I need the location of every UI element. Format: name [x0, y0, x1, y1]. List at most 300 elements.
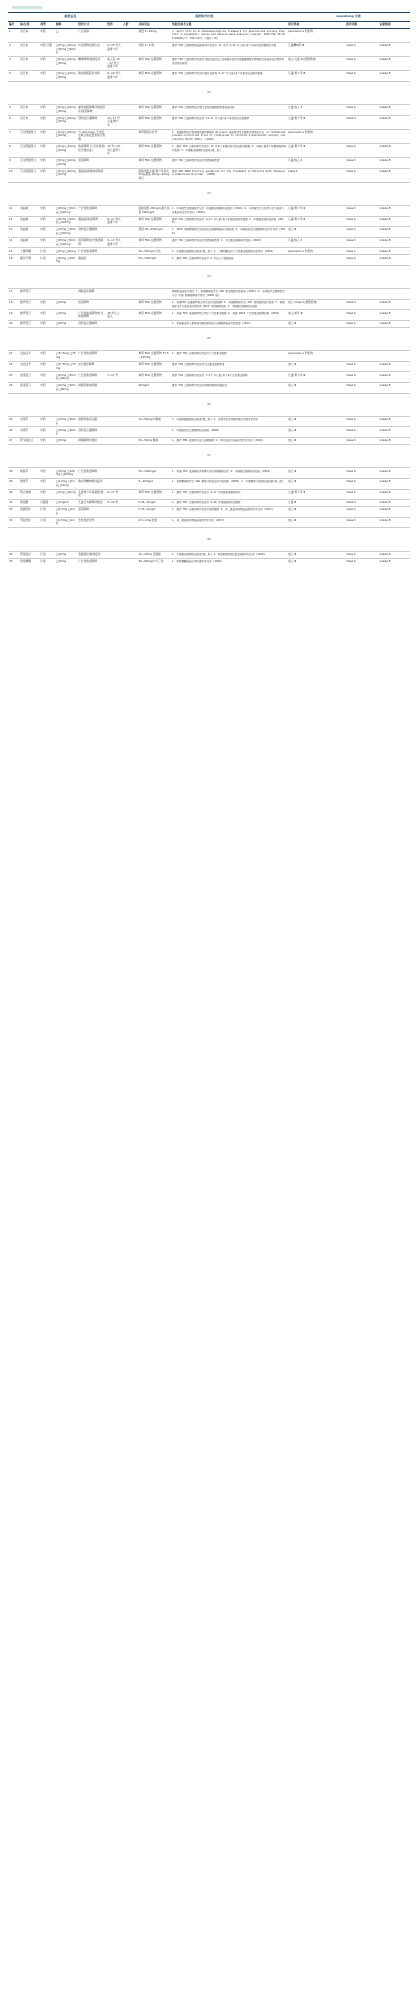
references-cell: 推荐 FDA 注册药物疗效治疗抑郁伴躯体疼痛症状 [171, 382, 287, 393]
header-accent-bar [12, 6, 42, 9]
references-cell: 1. 推荐 FDA 注册药物疗效治疗 8 岁以上儿童强迫症 [171, 255, 287, 266]
dosage-form-cell: 中药 [39, 71, 55, 82]
table-row [8, 427, 410, 438]
usage-cell: 30~60mg/d 分三次 [138, 558, 171, 564]
references-cell: 推荐 FDA 注册药物疗效治疗 6~17 岁儿童/青少年强迫症研究数据 2. 中国强迫症防治指南 (2016) [171, 216, 287, 227]
administration-cell: 巧述药物疾病诊治 [77, 42, 106, 56]
dosage-form-cell: 中药 [39, 143, 55, 157]
dosage-form-cell: 中药 [39, 478, 55, 489]
table-body [8, 28, 410, 564]
references-cell: 1. 美国退伍军人事务部/国防部创伤后应激障碍临床实践指南 (2017) [171, 320, 287, 327]
usage-cell: 0.25~4mg/d [138, 507, 171, 518]
table-row [8, 56, 410, 70]
recommendation-level-cell [345, 351, 378, 362]
administration-cell: 儿童行为障碍伴焦虑 [77, 500, 106, 507]
excipient-cell [55, 289, 77, 300]
institution-cell: 成人 Ⅲ [287, 507, 345, 518]
evidence-level-cell: Grade B [379, 558, 410, 564]
evidence-level-cell: Grade B [379, 299, 410, 310]
dosage-form-cell: 中药 [39, 237, 55, 248]
recommendation-level-cell: Class Ⅱ [345, 489, 378, 500]
table-row [8, 248, 410, 255]
dosage-form-cell: 中药 [39, 56, 55, 70]
table-row [8, 372, 410, 383]
excipient-cell: □5mg □10mg [55, 489, 77, 500]
population-cell [122, 104, 138, 115]
dose-cell [106, 299, 122, 310]
excipient-cell: □25mg □100mg □200mg [55, 468, 77, 479]
evidence-level-cell [379, 28, 410, 42]
institution-cell: 成人 Ⅲ [287, 517, 345, 528]
dosage-form-cell [39, 289, 55, 300]
row-number-cell: 18 [8, 299, 19, 310]
dose-cell: 15 岁~18 岁儿童青少年 [106, 143, 122, 157]
administration-cell: 急性焦虑发作 [77, 517, 106, 528]
dosage-form-cell: 中药 [39, 382, 55, 393]
references-cell: J. April Chin et al.Phenomenological framework for generalized anxiety disorder: a systematic review and network meta-analysis [Lancet. 2020 Feb 29;395(10225):P. 160-167]. (国外一项) [171, 28, 287, 42]
population-cell [122, 115, 138, 129]
excipient-cell: □5mg □10mg □20mg [55, 129, 77, 143]
dose-cell [106, 255, 122, 266]
evidence-level-cell: Grade B [379, 382, 410, 393]
references-cell: 1. 坦度螺酮临床应用中国专家共识 (2020) [171, 558, 287, 564]
evidence-level-cell: Grade B [379, 115, 410, 129]
page-number: 03 [8, 182, 410, 205]
page-break-row [8, 265, 410, 288]
references-cell: 1. 推荐 FDA 注册药物疗效治疗惊恐障碍 2. 苯二氮䓬类药物临床使用专家共识 (2017) [171, 507, 287, 518]
recommendation-level-cell: Class Ⅱ [345, 468, 378, 479]
recommendation-level-cell: Class Ⅱ [345, 382, 378, 393]
administration-cell: 强迫症 [77, 255, 106, 266]
dosage-form-cell: 片剂 [39, 517, 55, 528]
drug-name-cell: 帕罗西汀 [19, 320, 39, 327]
table-row [8, 310, 410, 321]
usage-cell: 单用医院诊疗学 [138, 129, 171, 143]
administration-cell: 抑郁伴躯体疼痛 [77, 382, 106, 393]
evidence-level-cell: Grade B [379, 489, 410, 500]
usage-cell [138, 289, 171, 300]
row-number-cell: 32 [8, 507, 19, 518]
header-group-grading: xiaosheng 分级 [287, 13, 410, 22]
header-group-patient: 病患信息 [19, 13, 122, 22]
column-header: 研究机构 [287, 21, 345, 28]
institution-cell: 儿童/青少年 Ⅲ [287, 71, 345, 82]
population-cell [122, 427, 138, 438]
population-cell [122, 129, 138, 143]
administration-cell: 抑郁伴焦虑失眠 [77, 416, 106, 427]
institution-cell: 成人 Ⅲ [287, 558, 345, 564]
evidence-level-cell: Grade B [379, 438, 410, 445]
evidence-level-cell: Grade B [379, 468, 410, 479]
recommendation-level-cell: Class Ⅱ [345, 320, 378, 327]
population-cell [122, 558, 138, 564]
dosage-form-cell: 片剂 [39, 551, 55, 558]
evidence-level-cell: Grade B [379, 104, 410, 115]
recommendation-level-cell: Class Ⅱ [345, 248, 378, 255]
page-break-row [8, 528, 410, 551]
header-column-row [8, 21, 410, 28]
table-row [8, 206, 410, 217]
population-cell [122, 299, 138, 310]
institution-cell: 儿童/青少年 Ⅲ [287, 115, 345, 129]
drug-name-cell: 普萘洛尔 [19, 551, 39, 558]
drug-name-cell: 阿戈美拉汀 [19, 438, 39, 445]
drug-name-cell: 艾司西酞普兰 [19, 143, 39, 157]
recommendation-level-cell: Class Ⅱ [345, 438, 378, 445]
drug-name-cell: 文拉法辛 [19, 351, 39, 362]
usage-cell: 单用 FDA 注册药物 37.5~225mg [138, 351, 171, 362]
references-cell: 推荐 FDA 注册药物疗效治疗 7~17 岁儿童/青少年广泛性焦虑障碍 [171, 372, 287, 383]
excipient-cell: □2.5mg □5mg □10mg [55, 478, 77, 489]
row-number-cell: 20 [8, 320, 19, 327]
administration-cell: 焦虑伴精神病性症状 [77, 478, 106, 489]
drug-name-cell: 坦度螺酮 [19, 558, 39, 564]
dosage-form-cell: 片剂 [39, 558, 55, 564]
usage-cell: 单用 FDA 注册药物 [138, 361, 171, 372]
usage-cell: 单用 FDA 注册药物 [138, 310, 171, 321]
table-row [8, 351, 410, 362]
institution-cell: 儿童/青少年 Ⅲ [287, 143, 345, 157]
table-row [8, 320, 410, 327]
references-cell: 1. 美国FDA 批准帕罗西汀用于治疗惊恐障碍 2. 美国精神医学会 APA 惊恐障碍治疗指南 3. 英国国家卫生与临床优化研究所 NICE 惊恐障碍指南 4. 中国焦虑障碍防治指南 [171, 299, 287, 310]
dose-cell [106, 158, 122, 169]
table-row [8, 28, 410, 42]
excipient-cell: □20mg [55, 320, 77, 327]
excipient-cell: □10mg [55, 551, 77, 558]
evidence-level-cell: Grade B [379, 216, 410, 227]
excipient-cell: □0.5mg □1mg [55, 517, 77, 528]
institution-cell: 成人 Ⅲ [287, 320, 345, 327]
dosage-form-cell: 中药 [39, 158, 55, 169]
references-cell: 1. 美国 FDA 批准帕罗西汀用于广泛性焦虑障碍 2. 英国 NICE 广泛性焦虑障碍指南 (2019) [171, 310, 287, 321]
dosage-form-cell: 中药 [39, 438, 55, 445]
institution-cell: 成人 Ⅲ [287, 382, 345, 393]
population-cell [122, 468, 138, 479]
dose-cell [106, 468, 122, 479]
evidence-level-cell: Grade B [379, 56, 410, 70]
population-cell [122, 42, 138, 56]
table-row [8, 71, 410, 82]
institution-cell: 成人/儿童 Ⅲ (德国机构) [287, 56, 345, 70]
dose-cell [106, 248, 122, 255]
dose-cell [106, 227, 122, 238]
institution-cell: 儿童/青少年 Ⅲ [287, 206, 345, 217]
population-cell [122, 416, 138, 427]
population-cell [122, 255, 138, 266]
drug-name-cell: 艾司西酞普兰 [19, 129, 39, 143]
recommendation-level-cell [345, 28, 378, 42]
evidence-level-cell: Grade B [379, 158, 410, 169]
references-cell: 精神科临床诊疗规范 1. 美国精神医学会 APA 焦虑障碍实践指南 (2020) 2. 中华医学会精神医学分会 中国 精神障碍诊疗规范 (2020 版) [171, 289, 287, 300]
administration-cell: 创伤后应激障碍 [77, 320, 106, 327]
row-number-cell: 11 [8, 206, 19, 217]
excipient-cell: □50mg □100mg [55, 255, 77, 266]
evidence-level-cell: Grade B [379, 478, 410, 489]
dosage-form-cell: 中药 [39, 416, 55, 427]
institution-cell: 成人 Ⅲ [287, 468, 345, 479]
table-row [8, 216, 410, 227]
dose-cell: 7~17 岁 [106, 372, 122, 383]
usage-cell [138, 427, 171, 438]
table-row [8, 129, 410, 143]
row-number-cell: 26 [8, 427, 19, 438]
row-number-cell: 23 [8, 372, 19, 383]
references-cell: 1. 中国焦虑障碍防治指南(第二版) 2. 丁螺环酮治疗广泛性焦虑障碍的系统评价 (2019) [171, 248, 287, 255]
institution-cell: 成人 Ⅲ [287, 227, 345, 238]
excipient-cell: □37.5mg □75mg [55, 351, 77, 362]
table-row [8, 255, 410, 266]
recommendation-level-cell: Class Ⅱ [345, 551, 378, 558]
dosage-form-cell: 中药 [39, 168, 55, 182]
recommendation-level-cell: Class Ⅱ [345, 143, 378, 157]
references-cell: 1. 苯二氮䓬类药物临床使用专家共识 (2017) [171, 517, 287, 528]
row-number-cell: 6 [8, 115, 19, 129]
population-cell [122, 500, 138, 507]
usage-cell: 单用 FDA 注册药物 [138, 299, 171, 310]
table-row [8, 507, 410, 518]
dosage-form-cell: 中药 [39, 468, 55, 479]
evidence-level-cell: Grade B [379, 517, 410, 528]
column-header: 剂型 [39, 21, 55, 28]
excipient-cell: □20mg □30mg □60mg [55, 372, 77, 383]
evidence-level-cell: Grade B [379, 427, 410, 438]
row-number-cell: 21 [8, 351, 19, 362]
recommendation-level-cell: Class Ⅱ [345, 427, 378, 438]
references-cell: 1. 依据医院诊疗指南规范推荐精神科 Wijlaars 临床研究基于随机对照试验方法 (A randomized placebo-controlled trial of citalopram in children's/adolescent anxiety comorbidity Month 2021). (2019) [171, 129, 287, 143]
usage-cell: 单用 FDA 注册药物 [138, 104, 171, 115]
row-number-cell: 14 [8, 237, 19, 248]
evidence-level-cell: Grade B [379, 551, 410, 558]
row-number-cell: 7 [8, 129, 19, 143]
table-row [8, 382, 410, 393]
row-number-cell: 8 [8, 143, 19, 157]
row-number-cell: 4 [8, 71, 19, 82]
institution-cell: 成人 Ⅲ [287, 478, 345, 489]
administration-cell: 焦虑障碍 (广泛性焦虑/社交焦虑症) [77, 143, 106, 157]
evidence-level-cell: Grade B [379, 507, 410, 518]
evidence-level-cell: Grade B [379, 255, 410, 266]
table-row [8, 361, 410, 372]
evidence-level-cell: Grade B [379, 143, 410, 157]
page-break-row [8, 182, 410, 205]
dose-cell [106, 28, 122, 42]
dose-cell [106, 168, 122, 182]
evidence-level-cell: Grade B [379, 168, 410, 182]
evidence-level-cell [379, 129, 410, 143]
recommendation-level-cell: Class Ⅱ [345, 104, 378, 115]
usage-cell: 5~20mg/d [138, 478, 171, 489]
institution-cell: 儿童精神科 Ⅲ [287, 42, 345, 56]
usage-cell: 起始剂量儿童/青少年每天 5mg,最高 10mg~20mg 每日 [138, 168, 171, 182]
column-header: 辅料 [55, 21, 77, 28]
excipient-cell: □20mg □30mg □60mg [55, 382, 77, 393]
references-cell: 推荐 FDA 注册药物经临床研究疗效治疗 12 月内 6~14 岁儿童/青少年症状时需要规范方案 [171, 42, 287, 56]
usage-cell: 60mg/d [138, 382, 171, 393]
row-number-cell: 1 [8, 28, 19, 42]
dosage-form-cell: 中药 口服 [39, 42, 55, 56]
recommendation-level-cell: Class Ⅱ [345, 558, 378, 564]
administration-cell: 焦虑抑郁症状共病 [77, 71, 106, 82]
table-row [8, 558, 410, 564]
page-number: 04 [8, 265, 410, 288]
institution-cell: 儿童/青少年 Ⅲ [287, 372, 345, 383]
institution-cell: 儿童/成人 Ⅱ [287, 158, 345, 169]
dose-cell [106, 382, 122, 393]
row-number-cell: 17 [8, 289, 19, 300]
administration-cell: 广泛性焦虑障碍 [77, 206, 106, 217]
excipient-cell: □5mg □10mg □30mg [55, 104, 77, 115]
excipient-cell: □1mg/ml [55, 500, 77, 507]
usage-cell: 单用 FDA 注册药物 [138, 56, 171, 70]
population-cell [122, 216, 138, 227]
evidence-level-cell: Grade B [379, 71, 410, 82]
table-row [8, 227, 410, 238]
drug-name-cell: 舍曲林 [19, 237, 39, 248]
recommendation-level-cell: Class Ⅱ [345, 227, 378, 238]
row-number-cell: 29 [8, 478, 19, 489]
usage-cell: 单用 FDA 注册药物 [138, 115, 171, 129]
administration-cell: 表演焦虑/躯体症状 [77, 551, 106, 558]
drug-name-cell: 文拉法辛 [19, 361, 39, 372]
page-number: 05 [8, 327, 410, 350]
recommendation-level-cell: Class Ⅱ [345, 71, 378, 82]
page-break-row [8, 445, 410, 468]
administration-cell: 创伤后应激障碍 [77, 227, 106, 238]
usage-cell: 起始剂量 25mg/d,最大剂量 200mg/d [138, 206, 171, 217]
excipient-cell: □5mg □10mg □20mg [55, 143, 77, 157]
administration-cell: 广泛性焦虑障碍 [77, 558, 106, 564]
usage-cell: 单用 FDA 注册药物 [138, 216, 171, 227]
population-cell [122, 372, 138, 383]
recommendation-level-cell: Class Ⅱ [345, 500, 378, 507]
dosage-form-cell: 中药 [39, 299, 55, 310]
header-group-spacer [8, 13, 19, 22]
table-row [8, 143, 410, 157]
table-header [8, 13, 410, 29]
administration-cell: 惊恐障碍 [77, 299, 106, 310]
drug-name-cell: 舍曲林 [19, 206, 39, 217]
administration-cell: 广泛性焦虑障碍 [77, 372, 106, 383]
dose-cell [106, 289, 122, 300]
institution-cell: 儿童/成人 Ⅱ [287, 237, 345, 248]
dosage-form-cell: 片剂 [39, 248, 55, 255]
institution-cell: 成人 Ⅲ [287, 361, 345, 372]
administration-cell: 抑郁障碍伴焦虑 [77, 438, 106, 445]
dose-cell: 6~16 岁儿童青少年 [106, 71, 122, 82]
references-cell: 1. 中国焦虑障碍防治指南(第二版) 2. β受体阻滞剂在焦虑障碍中的应用 (2018) [171, 551, 287, 558]
population-cell [122, 168, 138, 182]
row-number-cell: 13 [8, 227, 19, 238]
dose-cell [106, 438, 122, 445]
dosage-form-cell: 中药 [39, 372, 55, 383]
row-number-cell: 10 [8, 168, 19, 182]
recommendation-level-cell: Class Ⅱ [345, 255, 378, 266]
drug-name-cell: 双日本 [19, 71, 39, 82]
row-number-cell: 2 [8, 42, 19, 56]
page-break-row [8, 81, 410, 104]
institution-cell: 儿童/青少年 Ⅲ [287, 216, 345, 227]
references-cell: 1. 推荐 FDA 注册药物疗效治疗 12 岁青少年焦虑症状诊治研究数据 2. 中国儿童青少年精神障碍诊疗指南 3. 中国焦虑障碍防治指南(第二版) [171, 143, 287, 157]
dosage-form-cell: 中药 [39, 129, 55, 143]
table-row [8, 551, 410, 558]
population-cell [122, 310, 138, 321]
dosage-form-cell: 中药 [39, 115, 55, 129]
usage-cell: 单用 FDA 注册药物 [138, 372, 171, 383]
drug-name-cell: 舍曲林 [19, 216, 39, 227]
evidence-level-cell [379, 289, 410, 300]
column-header: 给药 [106, 21, 122, 28]
institution-cell: 儿童/青少年 Ⅲ [287, 489, 345, 500]
excipient-cell: □15mg □30mg [55, 416, 77, 427]
administration-cell: 广泛性焦虑障碍 [77, 248, 106, 255]
excipient-cell: □0.5mg □2mg [55, 507, 77, 518]
drug-name-cell: 艾司西酞普兰 [19, 158, 39, 169]
row-number-cell: 33 [8, 517, 19, 528]
dose-cell [106, 206, 122, 217]
guideline-table [8, 12, 410, 564]
evidence-level-cell: Grade B [379, 320, 410, 327]
drug-name-cell: 双日本 [19, 115, 39, 129]
institution-cell: 成人 Class Ⅱ (德国机构) [287, 299, 345, 310]
drug-name-cell: 艾司西酞普兰 [19, 168, 39, 182]
excipient-cell: □25mg □50mg □100mg [55, 237, 77, 248]
table-row [8, 416, 410, 427]
dose-cell: 5~16 岁 [106, 500, 122, 507]
table-row [8, 468, 410, 479]
recommendation-level-cell: Class Ⅱ [345, 416, 378, 427]
usage-cell: 连续 2~3 周 [138, 42, 171, 56]
institution-cell: 成人/老年 Ⅲ [287, 310, 345, 321]
dose-cell [106, 351, 122, 362]
references-cell: 1. 中国创伤后应激障碍防治指南 (2020) [171, 427, 287, 438]
dose-cell: 成人及 15~17 岁儿童青少年 [106, 56, 122, 70]
usage-cell: 50~300mg/d [138, 468, 171, 479]
usage-cell: 0.25~3mg/d [138, 500, 171, 507]
administration-cell: 与 (Clinician) 专业医生联合焦虑量表综合管理 [77, 129, 106, 143]
administration-cell: 神经症性障碍 [77, 289, 106, 300]
administration-cell: 儿童青少年易激惹/焦虑 [77, 489, 106, 500]
evidence-level-cell: Grade B [379, 372, 410, 383]
institution-cell: 成人 Ⅲ [287, 438, 345, 445]
administration-cell: 创伤后应激障碍 [77, 427, 106, 438]
references-cell: 1. 推荐 FDA 注册药物疗效治疗 6~17 岁孤独症易激惹症状 [171, 489, 287, 500]
header-group-row [8, 13, 410, 22]
population-cell [122, 361, 138, 372]
recommendation-level-cell: Class Ⅱ [345, 216, 378, 227]
population-cell [122, 71, 138, 82]
dosage-form-cell: 中药 [39, 351, 55, 362]
usage-cell: 剂量 5~10mg [138, 28, 171, 42]
column-header: 编号 [8, 21, 19, 28]
drug-name-cell: 米氮平 [19, 416, 39, 427]
evidence-level-cell: Grade B [379, 206, 410, 217]
dose-cell [106, 507, 122, 518]
dose-cell [106, 551, 122, 558]
drug-name-cell: 双日本 [19, 28, 39, 42]
dose-cell: 6~17 岁 [106, 489, 122, 500]
population-cell [122, 248, 138, 255]
population-cell [122, 237, 138, 248]
population-cell [122, 56, 138, 70]
administration-cell: 精神障碍/焦虑症状 [77, 56, 106, 70]
administration-cell: 社交焦虑障碍 [77, 361, 106, 372]
population-cell [122, 206, 138, 217]
column-header: 推荐等级 [345, 21, 378, 28]
drug-name-cell: 劳拉西泮 [19, 517, 39, 528]
recommendation-level-cell: Class Ⅱ [345, 42, 378, 56]
page-number: 06 [8, 393, 410, 416]
usage-cell: 15~45mg/d 睡前 [138, 416, 171, 427]
